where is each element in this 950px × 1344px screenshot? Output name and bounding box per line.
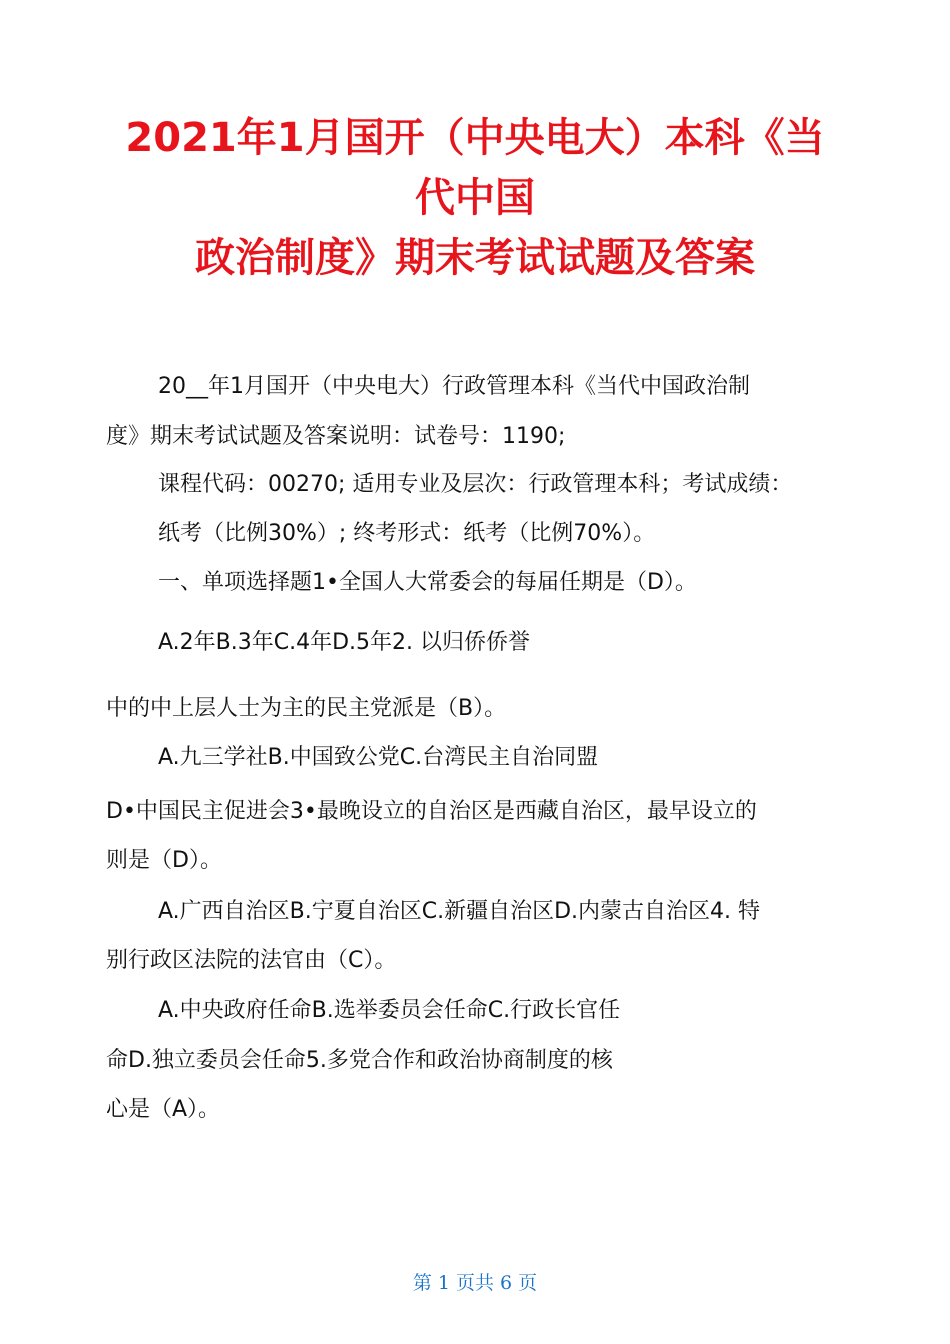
question-4-options-line-1: A.中央政府任命B.选举委员会任命C.行政长官任: [158, 998, 621, 1023]
question-3-stem-line-1: D•中国民主促进会3•最晚设立的自治区是西藏自治区，最早设立的: [106, 799, 757, 824]
section-heading-single-choice: 一、单项选择题1•全国人大常委会的每届任期是（D）。: [158, 570, 697, 595]
paragraph-course-line-2: 纸考（比例30%）; 终考形式：纸考（比例70%）。: [158, 521, 656, 546]
title-line-2: 代中国: [415, 175, 535, 221]
paragraph-intro-line-1: 20__年1月国开（中央电大）行政管理本科《当代中国政治制: [158, 374, 750, 399]
document-title: [60, 108, 890, 288]
question-2-options: A.九三学社B.中国致公党C.台湾民主自治同盟: [158, 745, 599, 770]
title-line-3: 政治制度》期末考试试题及答案: [195, 235, 755, 281]
paragraph-course-line-1: 课程代码：00270; 适用专业及层次：行政管理本科；考试成绩：: [158, 472, 793, 497]
question-5-stem: 心是（A）。: [106, 1097, 221, 1122]
paragraph-intro-line-2: 度》期末考试试题及答案说明：试卷号：1190;: [106, 424, 566, 449]
page-number-footer: 第 1 页共 6 页: [412, 1272, 538, 1294]
question-4-options-line-2: 命D.独立委员会任命5.多党合作和政治协商制度的核: [106, 1048, 613, 1073]
question-3-options: A.广西自治区B.宁夏自治区C.新疆自治区D.内蒙古自治区4. 特: [158, 899, 761, 924]
question-1-options: A.2年B.3年C.4年D.5年2. 以归侨侨誉: [158, 630, 531, 655]
question-3-stem-line-2: 则是（D）。: [106, 848, 222, 873]
title-line-1: 2021年1月国开（中央电大）本科《当: [125, 115, 825, 161]
question-2-stem: 中的中上层人士为主的民主党派是（B）。: [106, 696, 507, 721]
question-4-stem: 别行政区法院的法官由（C）。: [106, 948, 397, 973]
